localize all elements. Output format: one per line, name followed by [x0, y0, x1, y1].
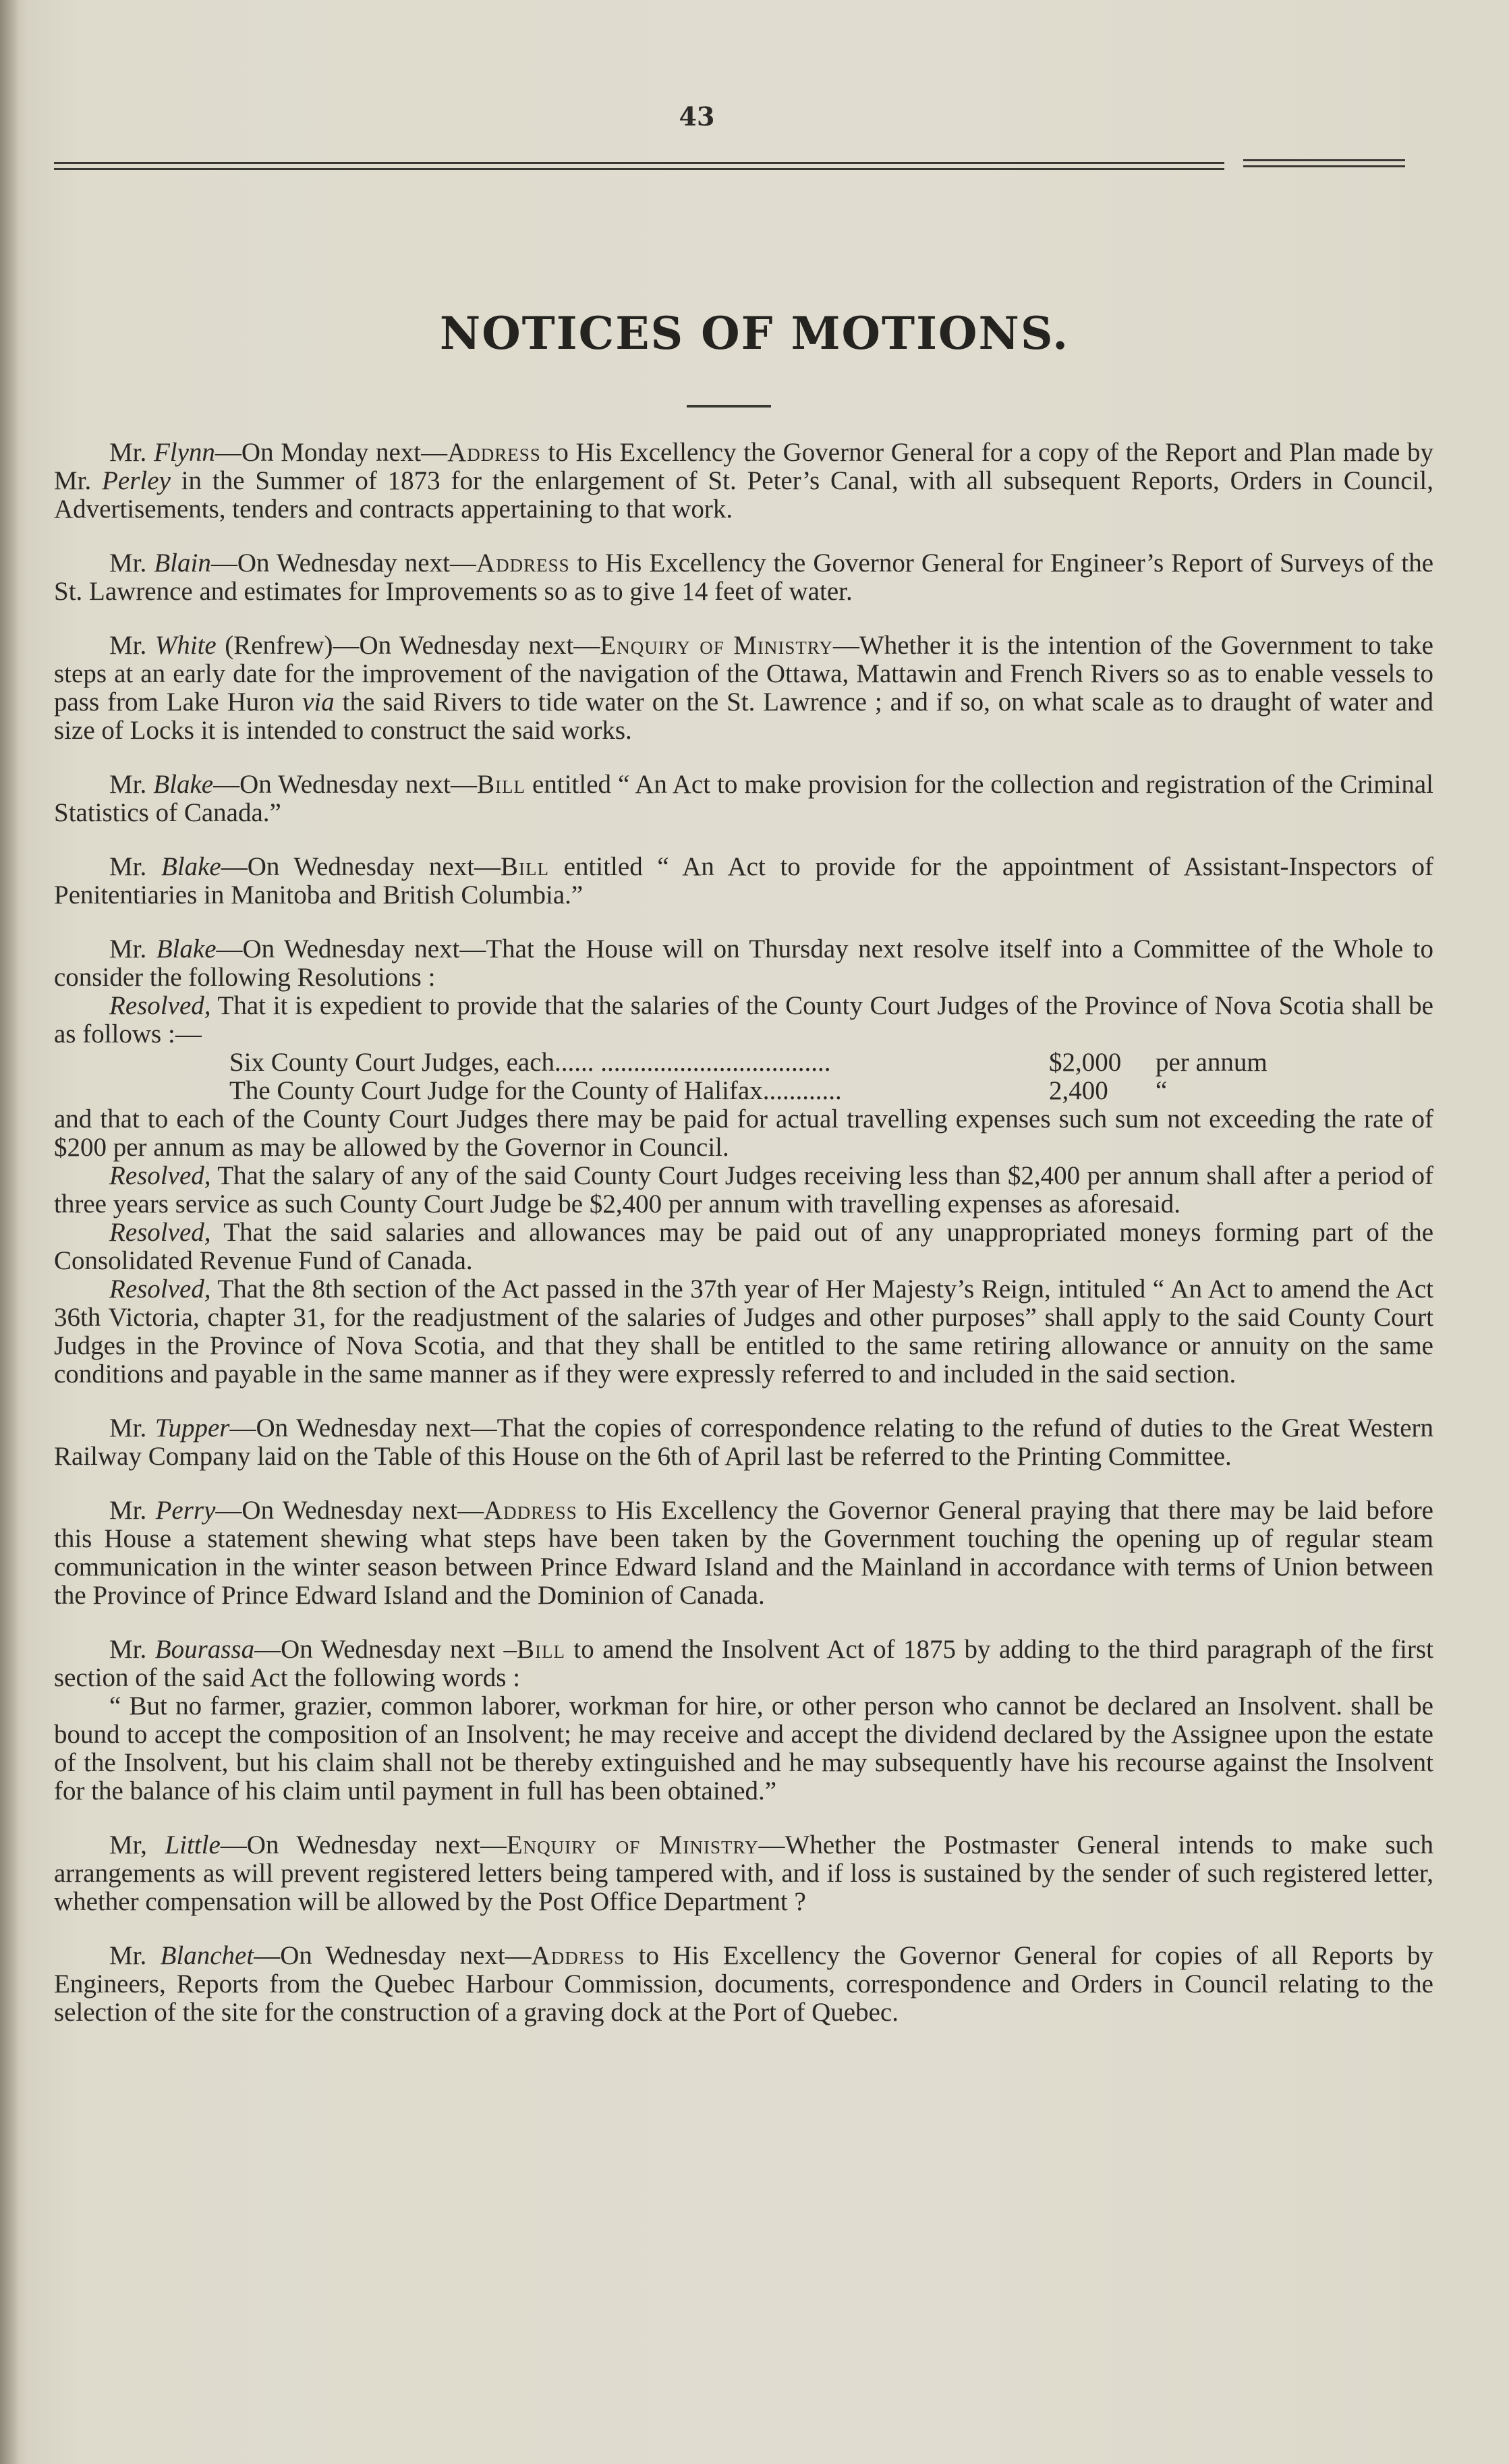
notice-bourassa: Mr. Bourassa—On Wednesday next –Bill to amend the Insolvent Act of 1875 by adding to the third paragraph of the first section of the said Act the following words : “ But no farmer, grazier, common laborer, workman for hire, or other person who cannot be declared an Insolvent. shall be bound to accept the composition of an Insolvent; he may receive and accept the dividend declared by the Assignee upon the estate of the Insolvent, but his claim shall not be thereby extinguished and he may subsequently have his recourse against the Insolvent for the balance of his claim until payment in full has been obtained.”: [54, 1635, 1434, 1805]
notice-blain: Mr. Blain—On Wednesday next—Address to His Excellency the Governor General for Engineer’s Report of Surveys of the St. Lawrence and estimates for Improvements so as to give 14 feet of water.: [54, 549, 1434, 606]
notice-white: Mr. White (Renfrew)—On Wednesday next—Enquiry of Ministry—Whether it is the intention of the Government to take steps at an early date for the improvement of the navigation of the Ottawa, Mattawin and French Rivers so as to enable vessels to pass from Lake Huron via the said Rivers to tide water on the St. Lawrence ; and if so, on what scale as to draught of water and size of Locks it is intended to construct the said works.: [54, 631, 1434, 745]
notices-body: [54, 439, 1433, 2052]
salary-row: Six County Court Judges, each...... ................................... $2,000 per annum: [229, 1048, 1268, 1077]
page-title: NOTICES OF MOTIONS.: [439, 307, 1070, 360]
salary-row: The County Court Judge for the County of Halifax............ 2,400 “: [229, 1076, 1168, 1105]
binding-shadow: [0, 0, 19, 2464]
notice-flynn: Mr. Flynn—On Monday next—Address to His Excellency the Governor General for a copy of the Report and Plan made by Mr. Perley in the Summer of 1873 for the enlargement of St. Peter’s Canal, with all subsequent Reports, Orders in Council, Advertisements, tenders and contracts appertaining to that work.: [54, 438, 1433, 524]
header-rule-right: [1243, 159, 1405, 161]
title-rule: [687, 405, 771, 408]
notice-blanchet: Mr. Blanchet—On Wednesday next—Address to His Excellency the Governor General for copies of all Reports by Engineers, Reports from the Quebec Harbour Commission, documents, correspondence and Orders in Council relating to the selection of the site for the construction of a graving dock at the Port of Quebec.: [54, 1941, 1433, 2027]
notice-little: Mr, Little—On Wednesday next—Enquiry of Ministry—Whether the Postmaster General intends to make such arrangements as will prevent registered letters being tampered with, and if loss is sustained by the sender of such registered letter, whether compensation will be allowed by the Post Office Department ?: [54, 1830, 1433, 1916]
notice-blake-3: Mr. Blake—On Wednesday next—That the House will on Thursday next resolve itself into a Committee of the Whole to consider the following Resolutions : Resolved, That it is expedient to provide that the salaries of the County Court Judges of the Province of Nova Scotia shall be as follows :— Six County Court Judges, each...... ................................... $2,000 per annum The County Court Judge for the County of Halifax............ 2,400 “ and that to each of the County Court Judges there may be paid for actual travelling expenses such sum not exceeding the rate of $200 per annum as may be allowed by the Governor in Council. Resolved, That the salary of any of the said County Court Judges receiving less than $2,400 per annum shall after a period of three years service as such County Court Judge be $2,400 per annum with travelling expenses as aforesaid. Resolved, That the said salaries and allowances may be paid out of any unappropriated moneys forming part of the Consolidated Revenue Fund of Canada. Resolved, That the 8th section of the Act passed in the 37th year of Her Majesty’s Reign, intituled “ An Act to amend the Act 36th Victoria, chapter 31, for the readjustment of the salaries of Judges and other purposes” shall apply to the said County Court Judges in the Province of Nova Scotia, and that they shall be entitled to the same retiring allowance or annuity on the same conditions and payable in the same manner as if they were expressly referred to and included in the said section.: [54, 934, 1434, 1389]
notice-blake-1: Mr. Blake—On Wednesday next—Bill entitled “ An Act to make provision for the collection and registration of the Criminal Statistics of Canada.”: [54, 770, 1434, 827]
notice-perry: Mr. Perry—On Wednesday next—Address to His Excellency the Governor General praying that there may be laid before this House a statement shewing what steps have been taken by the Government touching the opening up of regular steam communication in the winter season between Prince Edward Island and the Mainland in accordance with terms of Union between the Province of Prince Edward Island and the Dominion of Canada.: [54, 1496, 1433, 1610]
notice-tupper: Mr. Tupper—On Wednesday next—That the copies of correspondence relating to the refund of duties to the Great Western Railway Company laid on the Table of this House on the 6th of April last be referred to the Printing Committee.: [54, 1413, 1433, 1471]
notice-blake-2: Mr. Blake—On Wednesday next—Bill entitled “ An Act to provide for the appointment of Assistant-Inspectors of Penitentiaries in Manitoba and British Columbia.”: [54, 852, 1433, 909]
salary-table: [54, 1048, 1433, 1105]
header-rule-left: [54, 162, 1224, 164]
page-number: 43: [679, 101, 715, 132]
